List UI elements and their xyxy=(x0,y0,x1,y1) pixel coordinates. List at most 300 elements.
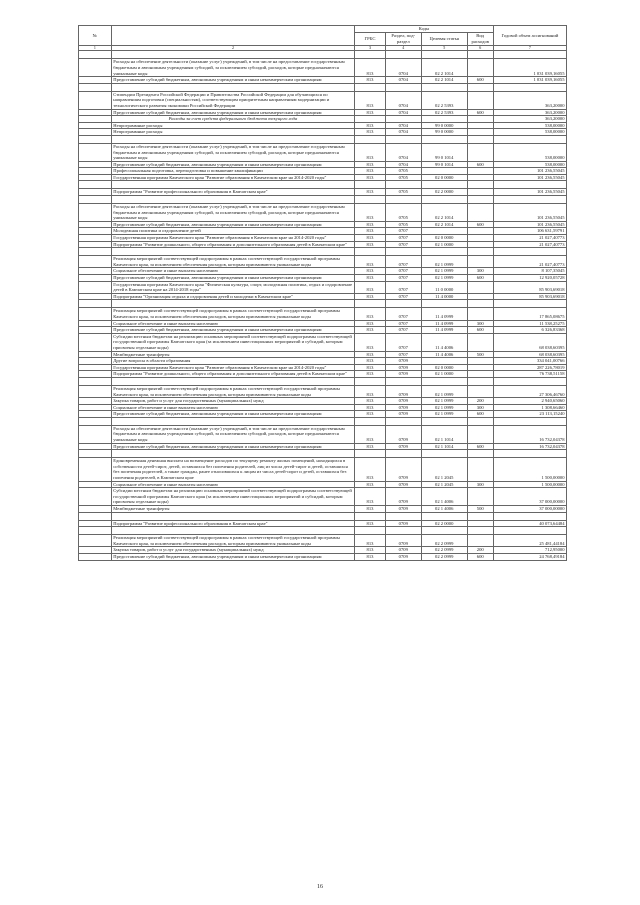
empty-cell xyxy=(355,248,386,256)
cell-amount: 538,00000 xyxy=(493,143,566,161)
table-row xyxy=(79,204,567,222)
cell-target: 11 0 0000 xyxy=(421,281,467,293)
cell-number xyxy=(79,364,112,371)
table-row xyxy=(79,398,567,405)
empty-cell xyxy=(467,196,493,204)
cell-target: 02 2 5393 xyxy=(421,91,467,109)
cell-name: Предоставление субсидий бюджетным, автономным учреждениям и иным некоммерческим организациям xyxy=(111,275,354,282)
empty-cell xyxy=(421,512,467,520)
table-row xyxy=(79,293,567,300)
cell-amount: 712,95000 xyxy=(493,547,566,554)
cell-expense xyxy=(467,189,493,196)
header-grbs: ГРБС xyxy=(355,32,386,45)
empty-cell xyxy=(493,181,566,189)
spacer-row xyxy=(79,51,567,59)
empty-cell xyxy=(111,51,354,59)
empty-cell xyxy=(421,181,467,189)
empty-cell xyxy=(79,248,112,256)
cell-number xyxy=(79,161,112,168)
cell-amount: 12 920,05728 xyxy=(493,275,566,282)
table-row xyxy=(79,189,567,196)
cell-name: Закупка товаров, работ и услуг для государственных (муниципальных) нужд xyxy=(111,547,354,554)
spacer-row xyxy=(79,83,567,91)
cell-number xyxy=(79,506,112,513)
cell-target: 02 1 0999 xyxy=(421,268,467,275)
cell-expense xyxy=(467,458,493,481)
cell-section: 0709 xyxy=(385,481,421,488)
cell-target: 99 0 0000 xyxy=(421,129,467,136)
cell-number xyxy=(79,520,112,527)
empty-cell xyxy=(467,135,493,143)
empty-cell xyxy=(79,512,112,520)
empty-cell xyxy=(467,300,493,308)
cell-number xyxy=(79,275,112,282)
cell-expense xyxy=(467,358,493,365)
cell-grbs: 813 xyxy=(355,320,386,327)
cell-amount: 27 306,46760 xyxy=(493,385,566,397)
cell-expense xyxy=(467,488,493,506)
cell-expense: 300 xyxy=(467,481,493,488)
table-row xyxy=(79,241,567,248)
cell-section: 0707 xyxy=(385,235,421,242)
empty-cell xyxy=(493,300,566,308)
table-row xyxy=(79,443,567,450)
cell-number xyxy=(79,241,112,248)
cell-expense: 600 xyxy=(467,327,493,334)
cell-target xyxy=(421,228,467,235)
empty-cell xyxy=(385,512,421,520)
cell-name: Расходы на обеспечение деятельности (оказание услуг) учреждений, в том числе на предоставление государственным бюджетным и автономным учреждениям субсидий, за исключением субсидий, расходов, которые предназначаются уникальные коды xyxy=(111,204,354,222)
cell-name: Государственная программа Камчатского края "Развитие образования в Камчатском крае на 2014-2020 годы" xyxy=(111,174,354,181)
table-row xyxy=(79,116,567,123)
cell-expense: 600 xyxy=(467,275,493,282)
cell-section: 0704 xyxy=(385,91,421,109)
cell-grbs: 813 xyxy=(355,364,386,371)
cell-expense: 300 xyxy=(467,268,493,275)
cell-grbs: 813 xyxy=(355,385,386,397)
cell-expense: 300 xyxy=(467,320,493,327)
cell-section: 0709 xyxy=(385,398,421,405)
cell-name: Другие вопросы в области образования xyxy=(111,358,354,365)
cell-expense: 600 xyxy=(467,77,493,84)
cell-amount: 1 308,66460 xyxy=(493,404,566,411)
cell-name: Расходы за счет средств федерального бюджета текущего года xyxy=(111,116,354,123)
cell-number xyxy=(79,116,112,123)
empty-cell xyxy=(385,300,421,308)
cell-section: 0704 xyxy=(385,129,421,136)
empty-cell xyxy=(79,377,112,385)
cell-grbs: 813 xyxy=(355,481,386,488)
empty-cell xyxy=(79,196,112,204)
cell-name: Непрограммные расходы xyxy=(111,122,354,129)
cell-section: 0707 xyxy=(385,268,421,275)
cell-amount: 68 038,60395 xyxy=(493,333,566,351)
cell-target: 11 4 4006 xyxy=(421,351,467,358)
cell-section: 0707 xyxy=(385,256,421,268)
empty-cell xyxy=(421,135,467,143)
cell-grbs: 813 xyxy=(355,506,386,513)
cell-expense xyxy=(467,333,493,351)
cell-expense xyxy=(467,364,493,371)
cell-section: 0707 xyxy=(385,275,421,282)
empty-cell xyxy=(355,135,386,143)
cell-target: 02 1 0999 xyxy=(421,404,467,411)
cell-grbs: 813 xyxy=(355,161,386,168)
cell-section: 0709 xyxy=(385,385,421,397)
cell-section: 0709 xyxy=(385,411,421,418)
cell-section: 0709 xyxy=(385,371,421,378)
cell-number xyxy=(79,327,112,334)
cell-grbs: 813 xyxy=(355,143,386,161)
cell-section: 0707 xyxy=(385,327,421,334)
empty-cell xyxy=(467,51,493,59)
cell-expense xyxy=(467,122,493,129)
cell-name: Субсидии местным бюджетам на реализацию основных мероприятий соответствующей подпрограммы соответствующей государственной программы Камчатского края (за исключением инвестиционных мероприятий и субсидий, которым присвоены отдельные коды) xyxy=(111,333,354,351)
empty-cell xyxy=(111,135,354,143)
empty-cell xyxy=(493,450,566,458)
empty-cell xyxy=(421,83,467,91)
table-row xyxy=(79,174,567,181)
cell-grbs: 813 xyxy=(355,398,386,405)
empty-cell xyxy=(421,196,467,204)
cell-number xyxy=(79,221,112,228)
spacer-row xyxy=(79,135,567,143)
cell-name: Межбюджетные трансферты xyxy=(111,351,354,358)
cell-name: Предоставление субсидий бюджетным, автономным учреждениям и иным некоммерческим организациям xyxy=(111,411,354,418)
cell-section: 0709 xyxy=(385,535,421,547)
empty-cell xyxy=(421,417,467,425)
column-index: 7 xyxy=(493,45,566,51)
cell-grbs: 813 xyxy=(355,535,386,547)
spacer-row xyxy=(79,300,567,308)
cell-amount: 85 903,69018 xyxy=(493,281,566,293)
cell-name: Социальное обеспечение и иные выплаты населению xyxy=(111,320,354,327)
empty-cell xyxy=(111,450,354,458)
cell-number xyxy=(79,411,112,418)
cell-name: Подпрограмма "Развитие профессионального образования в Камчатском крае" xyxy=(111,189,354,196)
empty-cell xyxy=(493,512,566,520)
table-row xyxy=(79,275,567,282)
header-name xyxy=(111,26,354,46)
table-row xyxy=(79,109,567,116)
cell-name: Социальное обеспечение и иные выплаты населению xyxy=(111,481,354,488)
cell-target: 02 2 0000 xyxy=(421,189,467,196)
table-row xyxy=(79,77,567,84)
cell-section: 0704 xyxy=(385,161,421,168)
cell-grbs: 813 xyxy=(355,308,386,320)
cell-name: Межбюджетные трансферты xyxy=(111,506,354,513)
cell-section: 0709 xyxy=(385,488,421,506)
cell-target: 02 1 0999 xyxy=(421,256,467,268)
table-header xyxy=(79,26,567,51)
cell-name: Предоставление субсидий бюджетным, автономным учреждениям и иным некоммерческим организациям xyxy=(111,77,354,84)
cell-amount: 16 732,04378 xyxy=(493,425,566,443)
cell-target: 02 2 0999 xyxy=(421,553,467,560)
cell-expense xyxy=(467,235,493,242)
table-row xyxy=(79,520,567,527)
empty-cell xyxy=(385,450,421,458)
cell-expense: 600 xyxy=(467,221,493,228)
empty-cell xyxy=(493,527,566,535)
empty-cell xyxy=(467,83,493,91)
cell-name: Предоставление субсидий бюджетным, автономным учреждениям и иным некоммерческим организациям xyxy=(111,443,354,450)
cell-number xyxy=(79,122,112,129)
empty-cell xyxy=(493,417,566,425)
cell-expense: 600 xyxy=(467,161,493,168)
empty-cell xyxy=(385,181,421,189)
cell-target: 02 1 0999 xyxy=(421,385,467,397)
empty-cell xyxy=(355,527,386,535)
cell-grbs: 813 xyxy=(355,122,386,129)
table-row xyxy=(79,327,567,334)
cell-expense: 200 xyxy=(467,398,493,405)
cell-grbs xyxy=(355,116,386,123)
cell-target: 02 0 0000 xyxy=(421,235,467,242)
empty-cell xyxy=(79,135,112,143)
cell-name: Государственная программа Камчатского края "Развитие образования в Камчатском крае на 2014-2020 годы" xyxy=(111,364,354,371)
table-row xyxy=(79,281,567,293)
spacer-row xyxy=(79,377,567,385)
cell-grbs: 813 xyxy=(355,241,386,248)
cell-amount: 1 031 039,16055 xyxy=(493,77,566,84)
empty-cell xyxy=(355,512,386,520)
cell-expense xyxy=(467,308,493,320)
cell-amount: 37 000,00000 xyxy=(493,488,566,506)
table-row xyxy=(79,168,567,175)
cell-number xyxy=(79,547,112,554)
table-row xyxy=(79,143,567,161)
table-row xyxy=(79,122,567,129)
header-expense: Вид расходов xyxy=(467,32,493,45)
cell-target: 02 1 0999 xyxy=(421,411,467,418)
cell-amount: 101 236,55045 xyxy=(493,221,566,228)
cell-section: 0707 xyxy=(385,333,421,351)
cell-amount: 106 631,59791 xyxy=(493,228,566,235)
cell-target: 02 2 1014 xyxy=(421,77,467,84)
cell-section: 0709 xyxy=(385,404,421,411)
cell-target: 02 1 1014 xyxy=(421,443,467,450)
cell-expense xyxy=(467,204,493,222)
column-index: 6 xyxy=(467,45,493,51)
cell-grbs: 813 xyxy=(355,275,386,282)
table-row xyxy=(79,411,567,418)
spacer-row xyxy=(79,450,567,458)
cell-number xyxy=(79,143,112,161)
cell-number xyxy=(79,281,112,293)
table-row xyxy=(79,547,567,554)
cell-number xyxy=(79,425,112,443)
cell-section: 0707 xyxy=(385,308,421,320)
cell-expense xyxy=(467,91,493,109)
cell-number xyxy=(79,293,112,300)
cell-expense: 200 xyxy=(467,547,493,554)
cell-name: Расходы на обеспечение деятельности (оказание услуг) учреждений, в том числе на предоставление государственным бюджетным и автономным учреждениям субсидий, за исключением субсидий, расходов, которые предназначаются уникальные коды xyxy=(111,425,354,443)
empty-cell xyxy=(385,51,421,59)
cell-section: 0709 xyxy=(385,358,421,365)
cell-name: Социальное обеспечение и иные выплаты населению xyxy=(111,268,354,275)
cell-target: 02 1 0000 xyxy=(421,241,467,248)
cell-grbs: 813 xyxy=(355,411,386,418)
cell-name: Подпрограмма "Развитие дошкольного, общего образования и дополнительного образования детей в Камчатском крае" xyxy=(111,371,354,378)
cell-name: Единовременная денежная выплата на возмещение расходов по текущему ремонту жилых помещений, находящихся в собственности детей-сирот, детей, оставшихся без попечения родителей, лиц из числа детей-сирот и детей, оставшихся без попечения родителей, а также граждан, ранее относившихся к лицам из числа детей-сирот и детей, оставшихся без попечения родителей, в Камчатском крае xyxy=(111,458,354,481)
cell-grbs: 813 xyxy=(355,59,386,77)
table-row xyxy=(79,404,567,411)
cell-name: Государственная программа Камчатского края "Развитие образования в Камчатском крае на 2014-2020 годы" xyxy=(111,235,354,242)
cell-expense xyxy=(467,116,493,123)
cell-grbs: 813 xyxy=(355,293,386,300)
cell-target: 02 1 0999 xyxy=(421,275,467,282)
cell-section: 0709 xyxy=(385,364,421,371)
empty-cell xyxy=(79,527,112,535)
cell-target: 11 4 4006 xyxy=(421,333,467,351)
cell-expense xyxy=(467,143,493,161)
cell-section: 0705 xyxy=(385,168,421,175)
cell-target: 02 1 2045 xyxy=(421,458,467,481)
table-row xyxy=(79,488,567,506)
empty-cell xyxy=(385,377,421,385)
cell-section: 0705 xyxy=(385,221,421,228)
cell-number xyxy=(79,385,112,397)
cell-amount: 11 538,25275 xyxy=(493,320,566,327)
cell-amount: 287 226,78019 xyxy=(493,364,566,371)
header-section: Раздел, под-раздел xyxy=(385,32,421,45)
budget-table xyxy=(78,25,567,561)
cell-name: Закупка товаров, работ и услуг для государственных (муниципальных) нужд xyxy=(111,398,354,405)
cell-name: Предоставление субсидий бюджетным, автономным учреждениям и иным некоммерческим организациям xyxy=(111,161,354,168)
empty-cell xyxy=(79,51,112,59)
table-row xyxy=(79,256,567,268)
cell-target: 02 1 4006 xyxy=(421,488,467,506)
cell-section: 0707 xyxy=(385,351,421,358)
cell-section: 0707 xyxy=(385,320,421,327)
cell-target: 02 1 0999 xyxy=(421,398,467,405)
cell-grbs: 813 xyxy=(355,221,386,228)
cell-expense: 500 xyxy=(467,506,493,513)
column-index: 4 xyxy=(385,45,421,51)
cell-name: Молодежная политика и оздоровление детей xyxy=(111,228,354,235)
cell-expense: 600 xyxy=(467,443,493,450)
table-row xyxy=(79,333,567,351)
empty-cell xyxy=(421,248,467,256)
empty-cell xyxy=(111,417,354,425)
cell-grbs: 813 xyxy=(355,228,386,235)
cell-number xyxy=(79,458,112,481)
cell-name: Предоставление субсидий бюджетным, автономным учреждениям и иным некоммерческим организациям xyxy=(111,109,354,116)
cell-section: 0704 xyxy=(385,109,421,116)
cell-grbs: 813 xyxy=(355,488,386,506)
cell-number xyxy=(79,256,112,268)
empty-cell xyxy=(467,512,493,520)
spacer-row xyxy=(79,527,567,535)
cell-number xyxy=(79,168,112,175)
cell-grbs: 813 xyxy=(355,204,386,222)
cell-name: Реализация мероприятий соответствующей подпрограммы в рамках соответствующей государственной программы Камчатского края, за исключением обеспечения расходов, которым присваиваются уникальные коды xyxy=(111,308,354,320)
cell-amount: 85 903,69018 xyxy=(493,293,566,300)
empty-cell xyxy=(79,181,112,189)
cell-amount: 24 768,49184 xyxy=(493,553,566,560)
table-body xyxy=(79,51,567,560)
cell-name: Подпрограмма "Развитие профессионального образования в Камчатском крае" xyxy=(111,520,354,527)
cell-target: 11 4 0000 xyxy=(421,293,467,300)
header-target: Целевая статья xyxy=(421,32,467,45)
empty-cell xyxy=(111,181,354,189)
cell-expense xyxy=(467,168,493,175)
empty-cell xyxy=(467,377,493,385)
empty-cell xyxy=(493,135,566,143)
cell-expense xyxy=(467,129,493,136)
empty-cell xyxy=(355,196,386,204)
empty-cell xyxy=(421,527,467,535)
empty-cell xyxy=(355,51,386,59)
empty-cell xyxy=(385,83,421,91)
cell-section: 0707 xyxy=(385,281,421,293)
cell-grbs: 813 xyxy=(355,458,386,481)
table-row xyxy=(79,161,567,168)
cell-expense xyxy=(467,256,493,268)
cell-target: 11 4 0999 xyxy=(421,327,467,334)
cell-section: 0704 xyxy=(385,77,421,84)
cell-number xyxy=(79,189,112,196)
cell-number xyxy=(79,535,112,547)
spacer-row xyxy=(79,248,567,256)
cell-target: 99 0 1014 xyxy=(421,161,467,168)
cell-number xyxy=(79,174,112,181)
table-row xyxy=(79,425,567,443)
table-row xyxy=(79,371,567,378)
empty-cell xyxy=(111,248,354,256)
empty-cell xyxy=(467,417,493,425)
column-index: 1 xyxy=(79,45,112,51)
empty-cell xyxy=(385,248,421,256)
cell-amount: 40 073,64484 xyxy=(493,520,566,527)
cell-grbs: 813 xyxy=(355,351,386,358)
cell-grbs: 813 xyxy=(355,404,386,411)
table-row xyxy=(79,385,567,397)
empty-cell xyxy=(355,377,386,385)
column-index: 2 xyxy=(111,45,354,51)
cell-amount: 538,00000 xyxy=(493,129,566,136)
empty-cell xyxy=(355,417,386,425)
spacer-row xyxy=(79,181,567,189)
empty-cell xyxy=(79,450,112,458)
cell-amount: 37 000,00000 xyxy=(493,506,566,513)
cell-target: 02 2 1014 xyxy=(421,221,467,228)
empty-cell xyxy=(493,377,566,385)
cell-number xyxy=(79,553,112,560)
cell-grbs: 813 xyxy=(355,281,386,293)
cell-target: 02 1 0000 xyxy=(421,371,467,378)
empty-cell xyxy=(355,83,386,91)
cell-grbs: 813 xyxy=(355,256,386,268)
cell-amount: 17 865,08675 xyxy=(493,308,566,320)
cell-section: 0709 xyxy=(385,553,421,560)
table-row xyxy=(79,535,567,547)
cell-amount: 25 481,44184 xyxy=(493,535,566,547)
cell-name: Субсидии местным бюджетам на реализацию основных мероприятий соответствующей подпрограммы соответствующей государственной программы Камчатского края (за исключением инвестиционных мероприятий и субсидий, которым присвоены отдельные коды) xyxy=(111,488,354,506)
cell-section: 0709 xyxy=(385,506,421,513)
empty-cell xyxy=(421,450,467,458)
cell-number xyxy=(79,59,112,77)
header-amount: Годовой объем ассигнований xyxy=(493,26,566,46)
empty-cell xyxy=(111,300,354,308)
cell-name: Подпрограмма "Развитие дошкольного, общего образования и дополнительного образования детей в Камчатском крае" xyxy=(111,241,354,248)
cell-expense: 600 xyxy=(467,109,493,116)
cell-section: 0709 xyxy=(385,425,421,443)
table-row xyxy=(79,235,567,242)
empty-cell xyxy=(493,51,566,59)
empty-cell xyxy=(467,450,493,458)
cell-section: 0709 xyxy=(385,458,421,481)
